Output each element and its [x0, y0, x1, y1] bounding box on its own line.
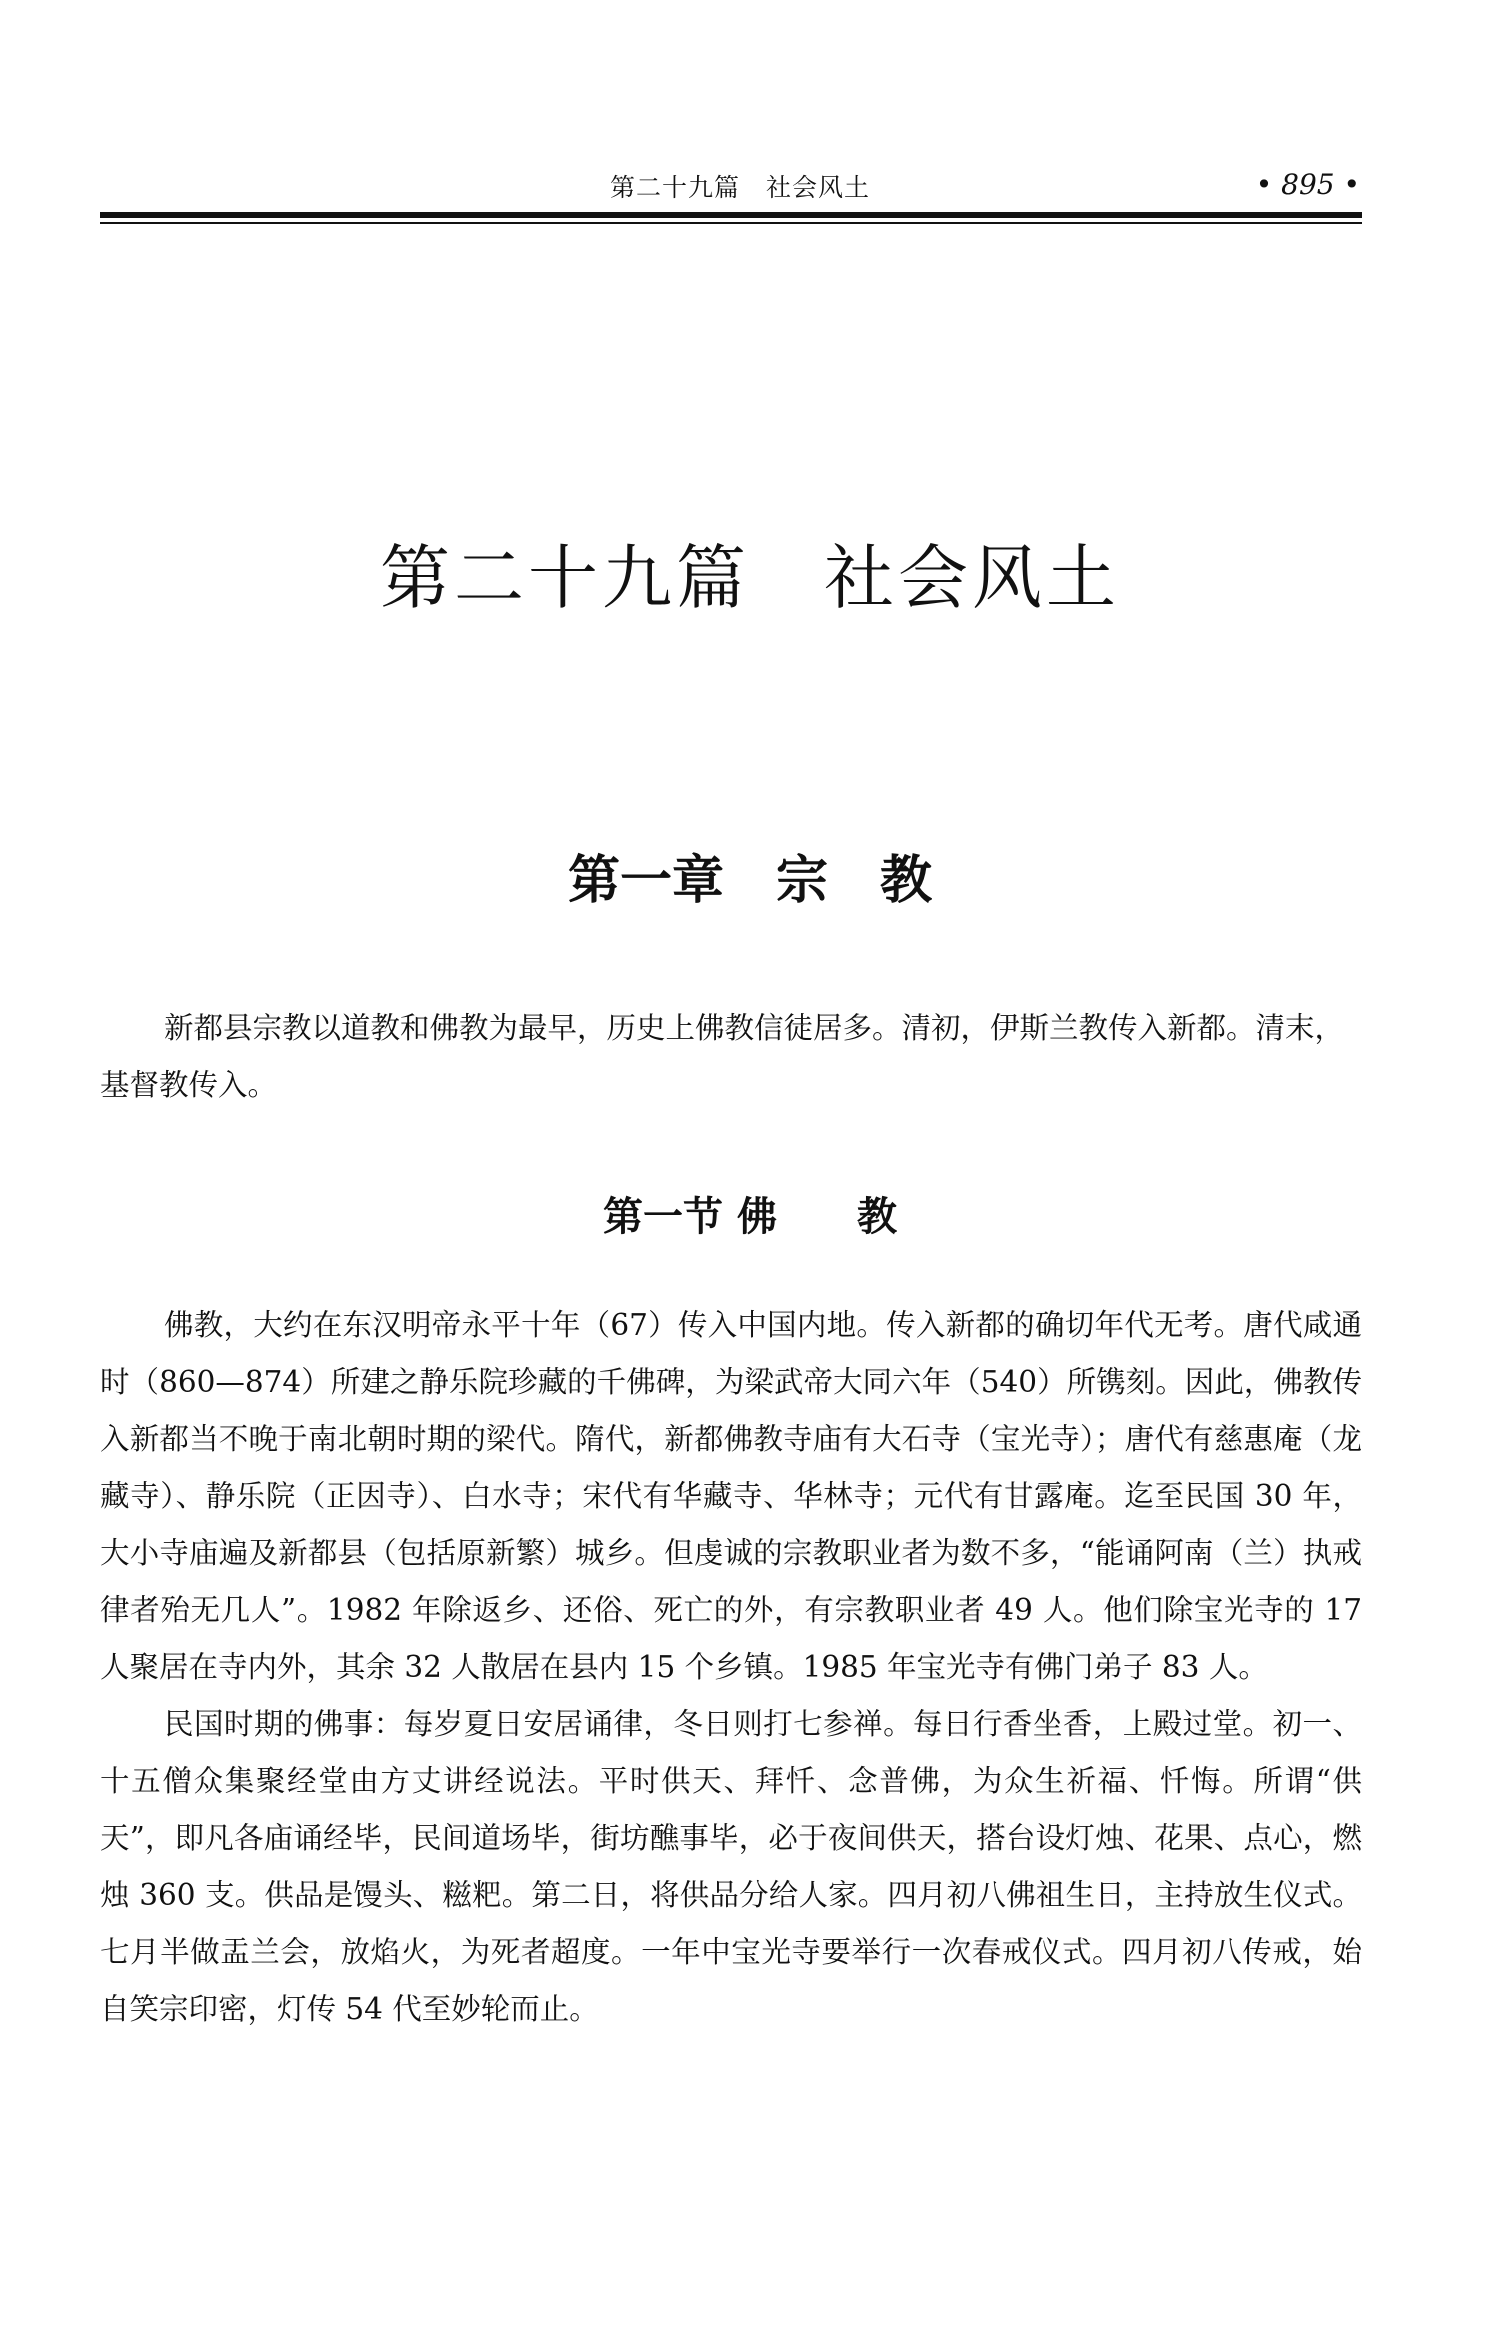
section-title: 第一节 佛 教 — [603, 1193, 897, 1240]
page-number: • 895 • — [1255, 168, 1360, 201]
header-rule-thick — [100, 212, 1362, 218]
section-body — [100, 1297, 1362, 2038]
chapter-title: 第一章 宗 教 — [567, 850, 932, 911]
part-title: 第二十九篇 社会风土 — [380, 537, 1120, 619]
header-rule-thin — [100, 222, 1362, 224]
body-paragraph: 佛教，大约在东汉明帝永平十年（67）传入中国内地。传入新都的确切年代无考。唐代咸通时（860—874）所建之静乐院珍藏的千佛碑，为梁武帝大同六年（540）所镌刻。因此，佛教传入新都当不晚于南北朝时期的梁代。隋代，新都佛教寺庙有大石寺（宝光寺）；唐代有慈惠庵（龙藏寺）、静乐院（正因寺）、白水寺；宋代有华藏寺、华林寺；元代有甘露庵。迄至民国 30 年，大小寺庙遍及新都县（包括原新繁）城乡。但虔诚的宗教职业者为数不多，“能诵阿南（兰）执戒律者殆无几人”。1982 年除返乡、还俗、死亡的外，有宗教职业者 49 人。他们除宝光寺的 17 人聚居在寺内外，其余 32 人散居在县内 15 个乡镇。1985 年宝光寺有佛门弟子 83 人。 — [100, 1308, 1362, 1684]
running-title: 第二十九篇 社会风土 — [610, 173, 871, 202]
running-header — [100, 168, 1360, 208]
body-paragraph: 民国时期的佛事：每岁夏日安居诵律，冬日则打七参禅。每日行香坐香，上殿过堂。初一、十五僧众集聚经堂由方丈讲经说法。平时供天、拜忏、念普佛，为众生祈福、忏悔。所谓“供天”，即凡各庙诵经毕，民间道场毕，街坊醮事毕，必于夜间供天，搭台设灯烛、花果、点心，燃烛 360 支。供品是馒头、糍粑。第二日，将供品分给人家。四月初八佛祖生日，主持放生仪式。七月半做盂兰会，放焰火，为死者超度。一年中宝光寺要举行一次春戒仪式。四月初八传戒，始自笑宗印密，灯传 54 代至妙轮而止。 — [100, 1707, 1362, 2026]
intro-paragraph: 新都县宗教以道教和佛教为最早，历史上佛教信徒居多。清初，伊斯兰教传入新都。清末，基督教传入。 — [100, 1011, 1345, 1102]
